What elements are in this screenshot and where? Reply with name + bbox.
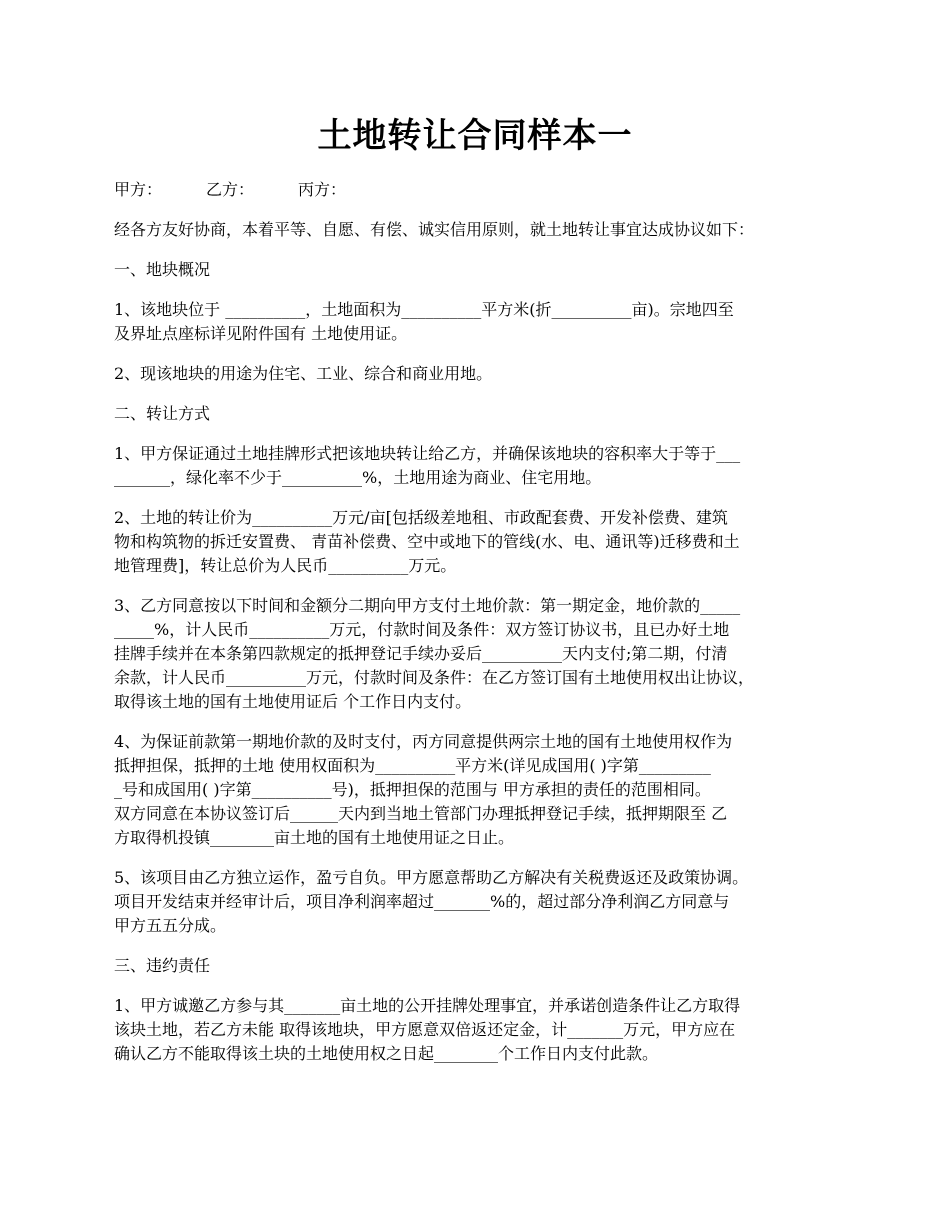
party-a-label: 甲方： [114,180,163,199]
clause-line: 2、土地的转让价为__________万元/亩[包括级差地租、市政配套费、开发补偿费、建筑 [114,508,728,527]
section-heading: 三、违约责任 [114,956,211,975]
section-heading: 一、地块概况 [114,260,211,279]
clause-line: 物和构筑物的拆迁安置费、 青苗补偿费、空中或地下的管线(水、电、通讯等)迁移费和土 [114,532,740,551]
clause-paragraph [114,506,854,578]
clause-paragraph [114,866,854,938]
clause-line: 余款，计人民币__________万元，付款时间及条件：在乙方签订国有土地使用权出让协议， [114,668,755,687]
clause-line: 确认乙方不能取得该土块的土地使用权之日起________个工作日内支付此款。 [114,1044,659,1063]
clause-line: 双方同意在本协议签订后______天内到当地土管部门办理抵押登记手续，抵押期限至 乙 [114,804,728,823]
document-title: 土地转让合同样本一 [317,116,633,156]
clause-line: _号和成国用( )字第__________号)，抵押担保的范围与 甲方承担的责任的范围相同。 [114,780,711,799]
clause-paragraph [114,730,854,850]
clause-line: _______，绿化率不少于__________%，土地用途为商业、住宅用地。 [114,468,602,487]
party-c-label: 丙方： [298,180,347,199]
clause-line: 及界址点座标详见附件国有 土地使用证。 [114,324,408,343]
intro-paragraph: 经各方友好协商，本着平等、自愿、有偿、诚实信用原则，就土地转让事宜达成协议如下： [114,220,755,239]
party-b-label: 乙方： [206,180,255,199]
clause-line: 1、该地块位于 __________，土地面积为__________平方米(折__________亩)。宗地四至 [114,300,734,319]
clause-line: _____%，计人民币__________万元，付款时间及条件：双方签订协议书，且已办好土地 [114,620,730,639]
clause-line: 取得该土地的国有土地使用证后 个工作日内支付。 [114,692,472,711]
clause-line: 1、甲方诚邀乙方参与其_______亩土地的公开挂牌处理事宜，并承诺创造条件让乙方取得 [114,996,741,1015]
section-heading: 二、转让方式 [114,404,211,423]
clause-line: 甲方五五分成。 [114,916,227,935]
clause-line: 该块土地，若乙方未能 取得该地块，甲方愿意双倍返还定金，计_______万元，甲方应在 [114,1020,736,1039]
clause-line: 4、为保证前款第一期地价款的及时支付，丙方同意提供两宗土地的国有土地使用权作为 [114,732,733,751]
clause-line: 1、甲方保证通过土地挂牌形式把该地块转让给乙方，并确保该地块的容积率大于等于___ [114,444,741,463]
clause-line: 挂牌手续并在本条第四款规定的抵押登记手续办妥后__________天内支付;第二期，付清 [114,644,728,663]
document-body [114,178,854,1082]
clause-paragraph [114,442,854,490]
clause-line: 方取得机投镇________亩土地的国有土地使用证之日止。 [114,828,515,847]
clause-paragraph [114,994,854,1066]
clause-paragraph [114,594,854,714]
clause-line: 项目开发结束并经审计后，项目净利润率超过_______%的，超过部分净利润乙方同意与 [114,892,730,911]
clause-line: 地管理费]，转让总价为人民币__________万元。 [114,556,457,575]
clause-line: 2、现该地块的用途为住宅、工业、综合和商业用地。 [114,364,493,383]
clause-paragraph [114,298,854,346]
clause-line: 抵押担保，抵押的土地 使用权面积为__________平方米(详见成国用( )字第_________ [114,756,711,775]
clause-paragraph [114,362,854,386]
parties-line [114,178,854,202]
clause-line: 5、该项目由乙方独立运作，盈亏自负。甲方愿意帮助乙方解决有关税费返还及政策协调。 [114,868,749,887]
clause-line: 3、乙方同意按以下时间和金额分二期向甲方支付土地价款：第一期定金，地价款的_____ [114,596,741,615]
